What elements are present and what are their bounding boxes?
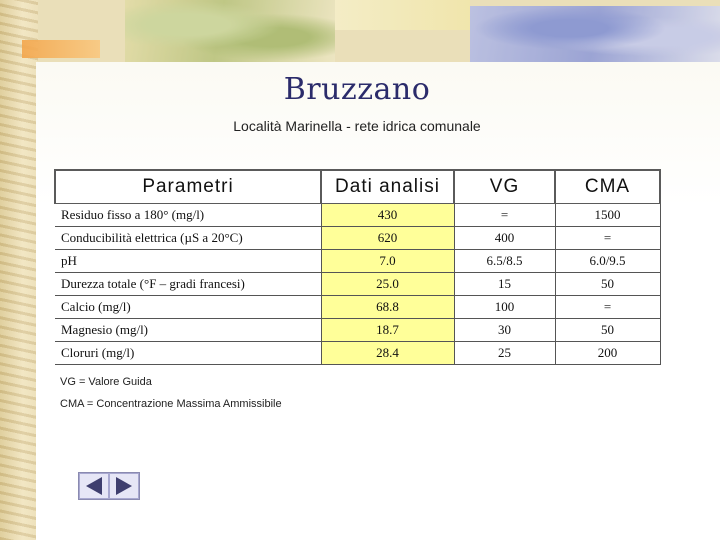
cell-param: Cloruri (mg/l): [55, 342, 321, 365]
header-cma: CMA: [555, 170, 660, 204]
cell-cma: 200: [555, 342, 660, 365]
cell-param: pH: [55, 250, 321, 273]
slide-navigation: [78, 472, 140, 500]
cell-cma: 50: [555, 273, 660, 296]
cell-cma: 6.0/9.5: [555, 250, 660, 273]
cell-dati: 430: [321, 204, 454, 227]
cell-cma: 50: [555, 319, 660, 342]
legend-vg: VG = Valore Guida: [60, 376, 152, 388]
header-parametri: Parametri: [55, 170, 321, 204]
triangle-right-icon: [116, 477, 132, 495]
triangle-left-icon: [86, 477, 102, 495]
cell-param: Residuo fisso a 180° (mg/l): [55, 204, 321, 227]
decorative-banner: [0, 0, 720, 62]
table-row: [55, 204, 660, 227]
cell-cma: =: [555, 296, 660, 319]
banner-foliage-image: [125, 0, 335, 62]
table-header-row: [55, 170, 660, 204]
cell-dati: 7.0: [321, 250, 454, 273]
banner-blue-image: [470, 6, 720, 62]
table-row: [55, 250, 660, 273]
cell-dati: 25.0: [321, 273, 454, 296]
cell-dati: 620: [321, 227, 454, 250]
cell-vg: 6.5/8.5: [454, 250, 555, 273]
cell-vg: =: [454, 204, 555, 227]
cell-dati: 28.4: [321, 342, 454, 365]
table-row: [55, 319, 660, 342]
cell-vg: 400: [454, 227, 555, 250]
next-slide-button[interactable]: [109, 473, 139, 499]
cell-param: Durezza totale (°F – gradi francesi): [55, 273, 321, 296]
slide-title: Bruzzano: [283, 72, 431, 107]
cell-cma: =: [555, 227, 660, 250]
table-row: [55, 227, 660, 250]
slide-subtitle: Località Marinella - rete idrica comunale: [233, 118, 481, 134]
banner-light-block: [335, 0, 470, 30]
cell-param: Calcio (mg/l): [55, 296, 321, 319]
previous-slide-button[interactable]: [79, 473, 109, 499]
table-row: [55, 342, 660, 365]
cell-vg: 30: [454, 319, 555, 342]
legend-cma: CMA = Concentrazione Massima Ammissibile: [60, 398, 282, 410]
cell-dati: 68.8: [321, 296, 454, 319]
cell-vg: 15: [454, 273, 555, 296]
banner-orange-block: [22, 40, 100, 58]
cell-dati: 18.7: [321, 319, 454, 342]
cell-param: Magnesio (mg/l): [55, 319, 321, 342]
cell-cma: 1500: [555, 204, 660, 227]
table-row: [55, 296, 660, 319]
analysis-table: [54, 169, 661, 365]
header-dati-analisi: Dati analisi: [321, 170, 454, 204]
cell-vg: 25: [454, 342, 555, 365]
header-vg: VG: [454, 170, 555, 204]
cell-vg: 100: [454, 296, 555, 319]
cell-param: Conducibilità elettrica (µS a 20°C): [55, 227, 321, 250]
table-row: [55, 273, 660, 296]
